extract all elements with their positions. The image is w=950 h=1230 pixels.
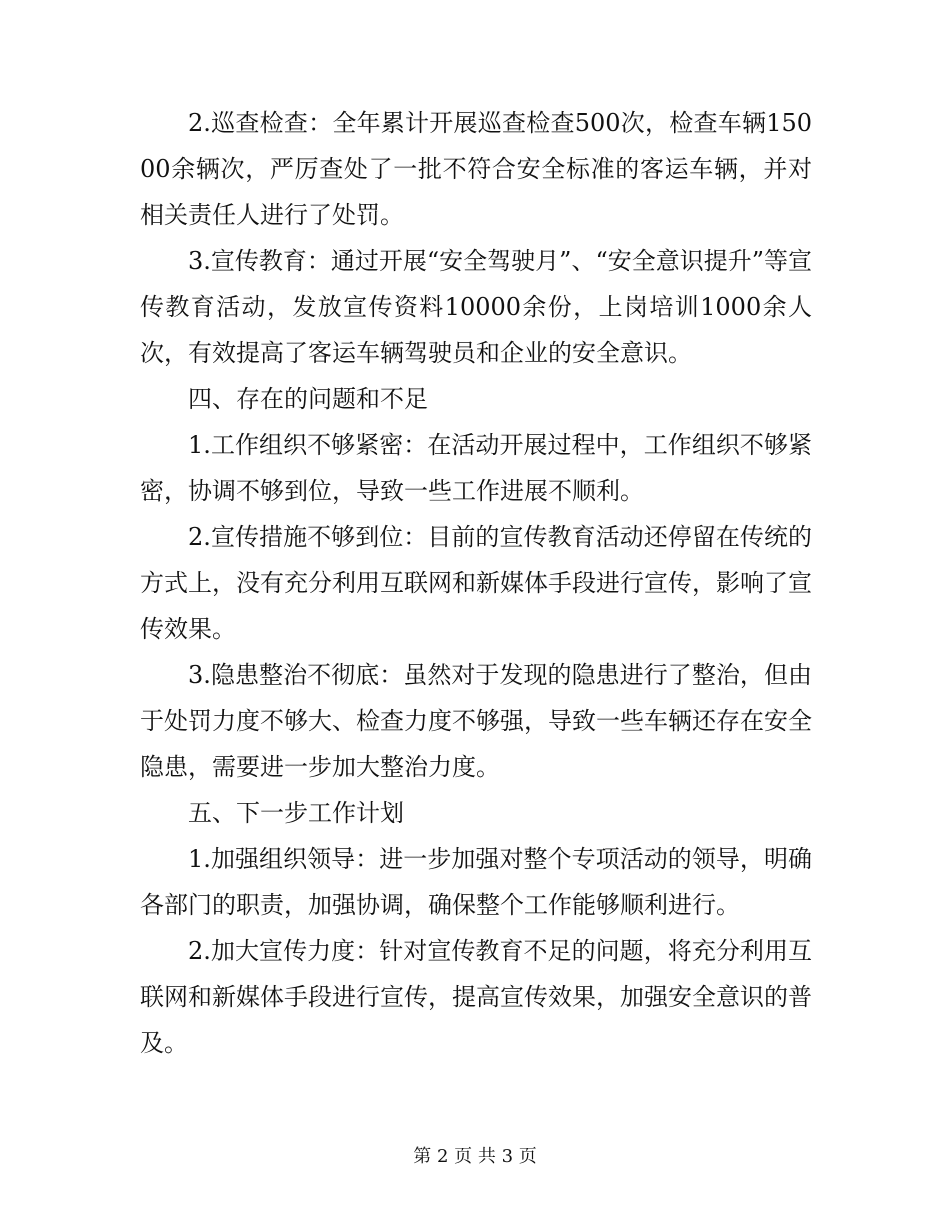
paragraph-problem-organization: 1.工作组织不够紧密：在活动开展过程中，工作组织不够紧密，协调不够到位，导致一些工作进展不顺利。 xyxy=(140,431,812,505)
section-heading-next-steps: 五、下一步工作计划 xyxy=(188,799,404,827)
paragraph-inspection: 2.巡查检查：全年累计开展巡查检查500次，检查车辆15000余辆次，严厉查处了一批不符合安全标准的客运车辆，并对相关责任人进行了处罚。 xyxy=(140,109,812,229)
paragraph-publicity: 3.宣传教育：通过开展“安全驾驶月”、“安全意识提升”等宣传教育活动，发放宣传资料10000余份，上岗培训1000余人次，有效提高了客运车辆驾驶员和企业的安全意识。 xyxy=(140,247,812,367)
paragraph-problem-hazards: 3.隐患整治不彻底：虽然对于发现的隐患进行了整治，但由于处罚力度不够大、检查力度不够强，导致一些车辆还存在安全隐患，需要进一步加大整治力度。 xyxy=(140,661,812,781)
paragraph-plan-publicity: 2.加大宣传力度：针对宣传教育不足的问题，将充分利用互联网和新媒体手段进行宣传，提高宣传效果，加强安全意识的普及。 xyxy=(140,937,812,1057)
document-body xyxy=(140,100,812,1066)
section-heading-problems: 四、存在的问题和不足 xyxy=(188,385,428,413)
paragraph-problem-publicity: 2.宣传措施不够到位：目前的宣传教育活动还停留在传统的方式上，没有充分利用互联网和新媒体手段进行宣传，影响了宣传效果。 xyxy=(140,523,812,643)
paragraph-plan-leadership: 1.加强组织领导：进一步加强对整个专项活动的领导，明确各部门的职责，加强协调，确保整个工作能够顺利进行。 xyxy=(140,845,812,919)
page-number-footer: 第 2 页 共 3 页 xyxy=(413,1146,537,1167)
